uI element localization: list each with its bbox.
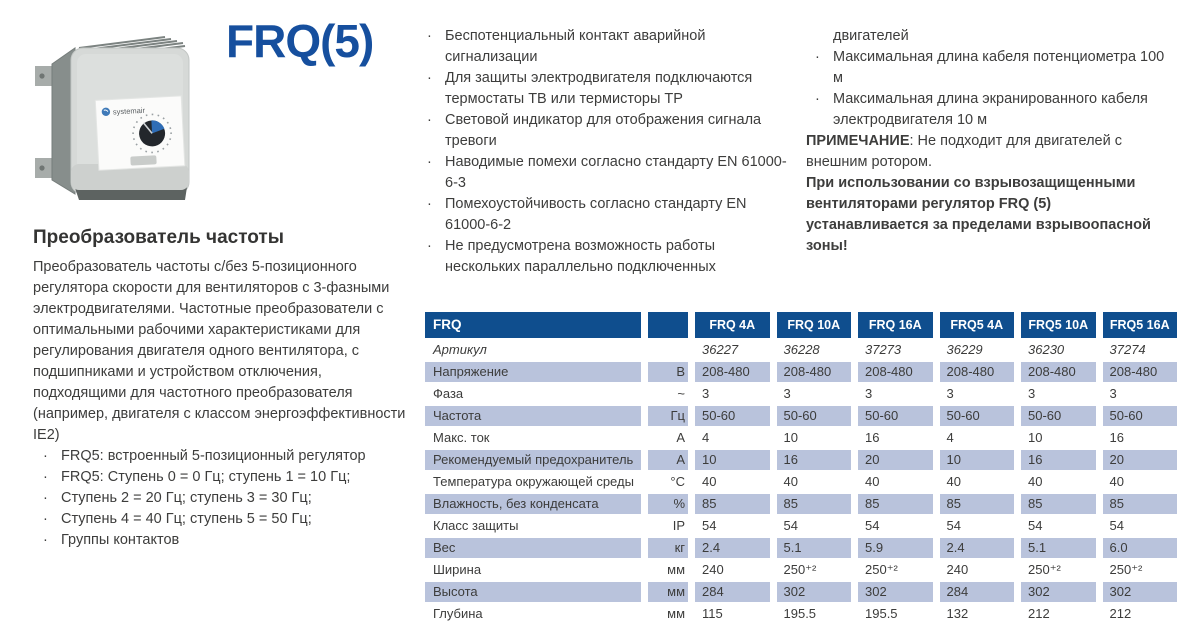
- spec-cell-value: 5.1: [777, 538, 852, 558]
- spec-table-header-cell: FRQ5 16A: [1103, 312, 1177, 338]
- product-image: [33, 24, 209, 204]
- bullet-item: · Ступень 4 = 40 Гц; ступень 5 = 50 Гц;: [61, 509, 415, 530]
- spec-cell-value: 16: [1109, 430, 1124, 445]
- spec-cell-value: 2.4: [940, 538, 1015, 558]
- spec-table-header-cell: FRQ 4A: [695, 312, 770, 338]
- spec-cell-value: 85: [777, 494, 852, 514]
- spec-row-label: Влажность, без конденсата: [425, 494, 641, 514]
- spec-cell-value: 40: [1028, 474, 1043, 489]
- spec-row-unit: А: [648, 450, 688, 470]
- spec-row-unit: Гц: [648, 406, 688, 426]
- note-text: : Не подходит для двигателей с внешним ротором.: [806, 133, 1122, 170]
- spec-cell-value: 50-60: [1021, 406, 1096, 426]
- spec-cell-value: 40: [702, 474, 717, 489]
- spec-cell-value: 50-60: [940, 406, 1015, 426]
- spec-cell-value: 85: [1103, 494, 1177, 514]
- spec-cell-value: 208-480: [1103, 362, 1177, 382]
- bullet-item: · Ступень 2 = 20 Гц; ступень 3 = 30 Гц;: [61, 488, 415, 509]
- spec-cell-value: 16: [865, 430, 880, 445]
- spec-row-unit: мм: [648, 582, 688, 602]
- spec-row-unit: В: [648, 362, 688, 382]
- spec-table-header-cell: FRQ5 10A: [1021, 312, 1096, 338]
- spec-row-label: Артикул: [433, 342, 487, 357]
- spec-cell-value: 54: [1109, 518, 1124, 533]
- page-title: FRQ(5): [226, 15, 374, 67]
- spec-cell-value: 37274: [1109, 342, 1146, 357]
- spec-cell-value: 5.9: [858, 538, 933, 558]
- spec-table-header-cell: FRQ 10A: [777, 312, 852, 338]
- spec-cell-value: 195.5: [783, 606, 817, 621]
- features-list-right: [806, 47, 1177, 131]
- spec-cell-value: 85: [1021, 494, 1096, 514]
- spec-cell-value: 284: [940, 582, 1015, 602]
- spec-cell-value: 3: [702, 386, 710, 401]
- spec-row-unit: мм: [667, 606, 685, 621]
- spec-cell-value: 20: [1103, 450, 1177, 470]
- continuation-text: двигателей: [833, 28, 909, 44]
- spec-cell-value: 212: [1109, 606, 1132, 621]
- spec-cell-value: 5.1: [1021, 538, 1096, 558]
- spec-cell-value: 54: [783, 518, 798, 533]
- spec-table: [425, 312, 1177, 624]
- note-label: ПРИМЕЧАНИЕ: [806, 133, 910, 149]
- spec-cell-value: 40: [783, 474, 798, 489]
- spec-cell-value: 4: [946, 430, 954, 445]
- spec-cell-value: 250⁺²: [865, 562, 898, 577]
- spec-cell-value: 284: [695, 582, 770, 602]
- spec-cell-value: 36228: [783, 342, 820, 357]
- spec-cell-value: 208-480: [1021, 362, 1096, 382]
- spec-cell-value: 50-60: [1103, 406, 1177, 426]
- spec-cell-value: 208-480: [940, 362, 1015, 382]
- spec-cell-value: 302: [1021, 582, 1096, 602]
- spec-cell-value: 54: [702, 518, 717, 533]
- spec-row-unit: кг: [648, 538, 688, 558]
- features-section: [418, 26, 794, 278]
- spec-cell-value: 3: [1028, 386, 1036, 401]
- spec-cell-value: 208-480: [777, 362, 852, 382]
- spec-cell-value: 240: [702, 562, 724, 577]
- spec-row-label: Макс. ток: [433, 430, 490, 445]
- bullet-item: · Не предусмотрена возможность работы нескольких параллельно подключенных: [445, 236, 794, 278]
- features-continued-section: [806, 26, 1177, 257]
- bullet-item: · Помехоустойчивость согласно стандарту EN 61000-6-2: [445, 194, 794, 236]
- spec-cell-value: 250⁺²: [1109, 562, 1143, 577]
- spec-cell-value: 302: [1103, 582, 1177, 602]
- spec-cell-value: 3: [946, 386, 954, 401]
- spec-cell-value: 36227: [702, 342, 739, 357]
- spec-cell-value: 195.5: [865, 606, 898, 621]
- spec-row-label: Частота: [425, 406, 641, 426]
- frequency-converter-illustration: [33, 24, 209, 204]
- spec-row-unit: мм: [667, 562, 685, 577]
- spec-cell-value: 132: [946, 606, 969, 621]
- spec-cell-value: 10: [695, 450, 770, 470]
- spec-row-unit: [648, 340, 688, 360]
- spec-row-label: Температура окружающей среды: [433, 474, 634, 489]
- spec-cell-value: 40: [865, 474, 880, 489]
- spec-cell-value: 50-60: [858, 406, 933, 426]
- spec-cell-value: 3: [1109, 386, 1117, 401]
- spec-cell-value: 3: [783, 386, 791, 401]
- spec-cell-value: 85: [695, 494, 770, 514]
- spec-cell-value: 212: [1028, 606, 1050, 621]
- spec-row-unit: А: [676, 430, 685, 445]
- bullet-item: · Световой индикатор для отображения сигнала тревоги: [445, 110, 794, 152]
- spec-cell-value: 16: [1021, 450, 1096, 470]
- spec-table-header-cell: FRQ5 4A: [940, 312, 1015, 338]
- spec-row-label: Ширина: [433, 562, 482, 577]
- section-heading: Преобразователь частоты: [33, 227, 284, 248]
- spec-cell-value: 2.4: [695, 538, 770, 558]
- bullet-item: · Беспотенциальный контакт аварийной сигнализации: [445, 26, 794, 68]
- features-list-left: [33, 446, 415, 551]
- spec-cell-value: 208-480: [858, 362, 933, 382]
- spec-row-unit: IP: [672, 518, 685, 533]
- spec-cell-value: 40: [946, 474, 961, 489]
- spec-cell-value: 85: [940, 494, 1015, 514]
- warning-paragraph: При использовании со взрывозащищенными вентиляторами регулятор FRQ (5) устанавливается за пределами взрывоопасной зоны!: [806, 175, 1151, 254]
- spec-cell-value: 10: [940, 450, 1015, 470]
- spec-table-header-unit: [648, 312, 688, 338]
- spec-cell-value: 302: [858, 582, 933, 602]
- bullet-item: · Максимальная длина кабеля потенциометра 100 м: [833, 47, 1177, 89]
- features-list-middle: [418, 26, 794, 278]
- spec-cell-value: 115: [702, 606, 723, 621]
- spec-cell-value: 250⁺²: [783, 562, 817, 577]
- spec-row-label: Высота: [425, 582, 641, 602]
- spec-cell-value: 20: [858, 450, 933, 470]
- spec-table-header-product: FRQ: [425, 312, 641, 338]
- intro-paragraph: Преобразователь частоты с/без 5-позиционного регулятора скорости для вентиляторов с 3-фазными электродвигателями. Частотные преобразователи с оптимальными рабочими характеристиками для регулирования двигателя одного вентилятора, с подшипниками и устройством отключения, подходящими для частотного преобразователя (например, двигателя с классом энергоэффективности IE2): [33, 259, 406, 443]
- spec-row-label: Вес: [425, 538, 641, 558]
- spec-cell-value: 4: [702, 430, 710, 445]
- spec-row-label: Глубина: [433, 606, 483, 621]
- bullet-item: · Наводимые помехи согласно стандарту EN 61000-6-3: [445, 152, 794, 194]
- spec-cell-value: 10: [1028, 430, 1043, 445]
- spec-cell-value: 54: [865, 518, 880, 533]
- spec-cell-value: 36230: [1028, 342, 1065, 357]
- spec-row-unit: °C: [670, 474, 685, 489]
- spec-cell-value: 302: [777, 582, 852, 602]
- spec-cell-value: 10: [783, 430, 798, 445]
- bullet-item: · Максимальная длина экранированного кабеля электродвигателя 10 м: [833, 89, 1177, 131]
- bullet-item: · Группы контактов: [61, 530, 415, 551]
- spec-cell-value: 85: [858, 494, 933, 514]
- note-paragraph: [806, 131, 1177, 173]
- bullet-item: · FRQ5: Ступень 0 = 0 Гц; ступень 1 = 10 Гц;: [61, 467, 415, 488]
- spec-row-label: Фаза: [433, 386, 464, 401]
- spec-cell-value: 50-60: [695, 406, 770, 426]
- spec-cell-value: 36229: [946, 342, 983, 357]
- spec-cell-value: 16: [777, 450, 852, 470]
- spec-cell-value: 3: [865, 386, 873, 401]
- spec-row-label: Рекомендуемый предохранитель: [425, 450, 641, 470]
- spec-cell-value: 37273: [865, 342, 902, 357]
- spec-cell-value: 240: [946, 562, 969, 577]
- spec-cell-value: 6.0: [1103, 538, 1177, 558]
- spec-table-header-cell: FRQ 16A: [858, 312, 933, 338]
- spec-cell-value: 250⁺²: [1028, 562, 1061, 577]
- spec-row-label: Напряжение: [425, 362, 641, 382]
- mounting-tab-icon: [35, 66, 52, 178]
- spec-cell-value: 208-480: [695, 362, 770, 382]
- spec-cell-value: 54: [1028, 518, 1043, 533]
- spec-row-unit: %: [648, 494, 688, 514]
- spec-row-unit: ~: [677, 386, 685, 401]
- spec-cell-value: 54: [946, 518, 961, 533]
- svg-text:systemair: systemair: [112, 105, 146, 117]
- bullet-item: · Для защиты электродвигателя подключаются термостаты ТВ или термисторы ТР: [445, 68, 794, 110]
- description-section: [33, 226, 415, 551]
- spec-cell-value: 40: [1109, 474, 1124, 489]
- spec-cell-value: 50-60: [777, 406, 852, 426]
- bullet-item: · FRQ5: встроенный 5-позиционный регулятор: [61, 446, 415, 467]
- spec-row-label: Класс защиты: [433, 518, 519, 533]
